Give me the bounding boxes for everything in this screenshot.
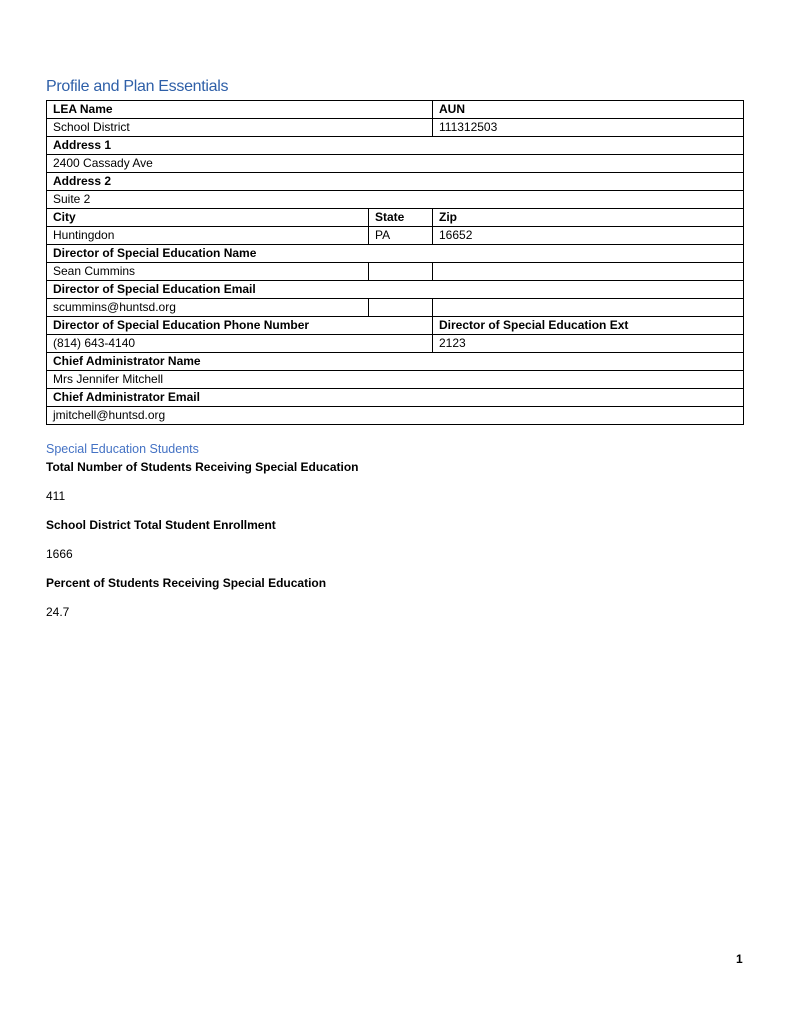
profile-table bbox=[46, 100, 744, 425]
director-email-label: Director of Special Education Email bbox=[47, 281, 744, 299]
address2-value: Suite 2 bbox=[47, 191, 744, 209]
zip-label: Zip bbox=[433, 209, 744, 227]
director-name-label: Director of Special Education Name bbox=[47, 245, 744, 263]
zip-value: 16652 bbox=[433, 227, 744, 245]
percent-label: Percent of Students Receiving Special Education bbox=[46, 576, 327, 590]
total-students-label: Total Number of Students Receiving Special Education bbox=[46, 460, 359, 474]
address2-label: Address 2 bbox=[47, 173, 744, 191]
city-value: Huntingdon bbox=[47, 227, 369, 245]
aun-value: 111312503 bbox=[433, 119, 744, 137]
lea-name-value: School District bbox=[47, 119, 433, 137]
empty-cell bbox=[433, 263, 744, 281]
director-ext-value: 2123 bbox=[433, 335, 744, 353]
enrollment-label: School District Total Student Enrollment bbox=[46, 518, 276, 532]
enrollment-value: 1666 bbox=[46, 547, 73, 561]
total-students-value: 411 bbox=[46, 489, 66, 503]
director-email-value: scummins@huntsd.org bbox=[47, 299, 369, 317]
state-label: State bbox=[369, 209, 433, 227]
director-phone-value: (814) 643-4140 bbox=[47, 335, 433, 353]
percent-value: 24.7 bbox=[46, 605, 70, 619]
aun-label: AUN bbox=[433, 101, 744, 119]
state-value: PA bbox=[369, 227, 433, 245]
address1-label: Address 1 bbox=[47, 137, 744, 155]
page-title: Profile and Plan Essentials bbox=[46, 78, 229, 95]
city-label: City bbox=[47, 209, 369, 227]
empty-cell bbox=[433, 299, 744, 317]
chief-name-label: Chief Administrator Name bbox=[47, 353, 744, 371]
director-name-value: Sean Cummins bbox=[47, 263, 369, 281]
lea-name-label: LEA Name bbox=[47, 101, 433, 119]
chief-name-value: Mrs Jennifer Mitchell bbox=[47, 371, 744, 389]
chief-email-value: jmitchell@huntsd.org bbox=[47, 407, 744, 425]
address1-value: 2400 Cassady Ave bbox=[47, 155, 744, 173]
section-title: Special Education Students bbox=[46, 442, 199, 456]
director-ext-label: Director of Special Education Ext bbox=[433, 317, 744, 335]
empty-cell bbox=[369, 299, 433, 317]
empty-cell bbox=[369, 263, 433, 281]
chief-email-label: Chief Administrator Email bbox=[47, 389, 744, 407]
page-number: 1 bbox=[736, 952, 743, 966]
director-phone-label: Director of Special Education Phone Number bbox=[47, 317, 433, 335]
